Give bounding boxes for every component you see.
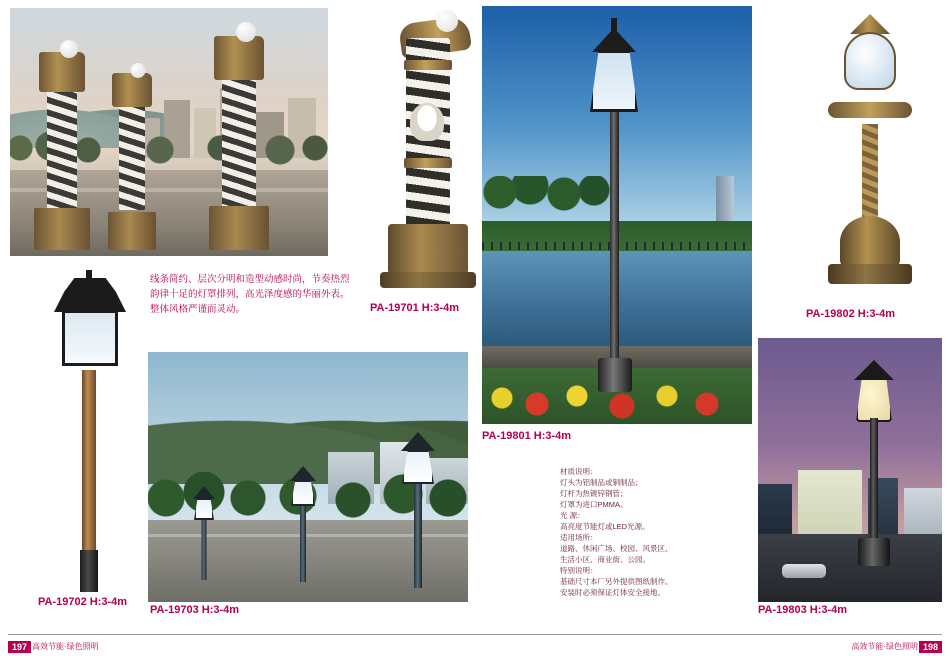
- caption-pa-19703: PA-19703 H:3-4m: [150, 604, 240, 616]
- lamp-foot-plate: [828, 264, 912, 284]
- photo-city-buildings: [758, 458, 942, 538]
- bird-ornament: [410, 103, 444, 141]
- lamp-pole: [870, 418, 878, 546]
- figure-pa-19701: [370, 8, 488, 298]
- lamp-twisted-shaft: [862, 124, 878, 220]
- lamp-pole-base: [80, 550, 98, 592]
- spec-line-8: 道路、休闲广场、校园、风景区、: [560, 544, 673, 553]
- photo-car: [782, 564, 826, 578]
- spec-line-5: 光 源：: [560, 511, 585, 520]
- lamp-bell-base: [840, 216, 900, 268]
- figure-pa-19802: [800, 6, 942, 302]
- lamp-bracket-arms: [828, 102, 912, 118]
- spec-line-1: 材质说明：: [560, 467, 598, 476]
- description-line-2: 韵律十足的灯罩排列，高光泽度感的华丽外表。: [150, 289, 350, 300]
- figure-pa-19801: [482, 6, 752, 424]
- street-lamp-near: [396, 430, 440, 588]
- lamp-lantern: [856, 378, 892, 422]
- street-lamp-mid: [286, 464, 320, 582]
- figure-pa-19702: [30, 262, 140, 602]
- spec-line-12: 安装时必须保证灯体安全接地。: [560, 588, 665, 597]
- lamp-crown: [850, 14, 890, 34]
- figure-pa-19803: [758, 338, 942, 602]
- description-line-3: 整体风格严谨而灵动。: [150, 304, 246, 315]
- caption-pa-19702: PA-19702 H:3-4m: [38, 596, 128, 608]
- spec-line-9: 生活小区、商业街、公园。: [560, 555, 650, 564]
- photo-tower-building: [716, 176, 734, 224]
- lamp-pole-base: [858, 538, 890, 566]
- lamp-pole: [610, 106, 619, 391]
- caption-pa-19802: PA-19802 H:3-4m: [806, 308, 896, 320]
- lamp-wood-pole: [82, 370, 96, 550]
- specification-text: [560, 466, 760, 598]
- lamp-pole-base: [598, 358, 632, 392]
- lamp-roof-upper: [64, 278, 116, 292]
- spec-line-10: 特别说明：: [560, 566, 598, 575]
- lamp-glass-dome: [844, 32, 896, 90]
- caption-pa-19801: PA-19801 H:3-4m: [482, 430, 572, 442]
- figure-dragon-column-row: [10, 8, 328, 256]
- page-number-left: 197: [8, 641, 31, 653]
- spec-line-7: 适用场所：: [560, 533, 598, 542]
- description-line-1: 线条简约、层次分明和造型动感时尚，节奏热烈: [150, 274, 350, 285]
- footer-note-right: 高效节能·绿色照明: [851, 642, 918, 651]
- spec-line-11: 基础尺寸本厂另外提供图纸制作。: [560, 577, 673, 586]
- column-band-mid: [404, 158, 452, 168]
- column-band-upper: [404, 60, 452, 70]
- caption-pa-19701: PA-19701 H:3-4m: [370, 302, 460, 314]
- figure-pa-19703: [148, 352, 468, 602]
- lamp-finial: [611, 18, 617, 32]
- product-description: [150, 272, 365, 317]
- dragon-column-mid: [106, 40, 158, 210]
- street-lamp-far: [190, 484, 218, 580]
- footer: [0, 634, 950, 656]
- lamp-globe: [436, 10, 458, 32]
- caption-pa-19803: PA-19803 H:3-4m: [758, 604, 848, 616]
- lamp-roof-lower: [54, 292, 126, 312]
- spec-line-4: 灯罩为进口PMMA。: [560, 500, 628, 509]
- lamp-lantern: [62, 310, 118, 366]
- dragon-column-far: [206, 10, 272, 210]
- spec-line-6: 高亮度节能灯或LED光源。: [560, 522, 650, 531]
- page-number-right: 198: [919, 641, 942, 653]
- spec-line-2: 灯头为铝制品或铜制品；: [560, 478, 643, 487]
- footer-note-left: 高效节能·绿色照明: [32, 642, 99, 651]
- column-pedestal: [388, 224, 468, 276]
- spec-line-3: 灯杆为热镀锌钢管；: [560, 489, 628, 498]
- column-foot: [380, 272, 476, 288]
- dragon-column-near: [32, 20, 92, 210]
